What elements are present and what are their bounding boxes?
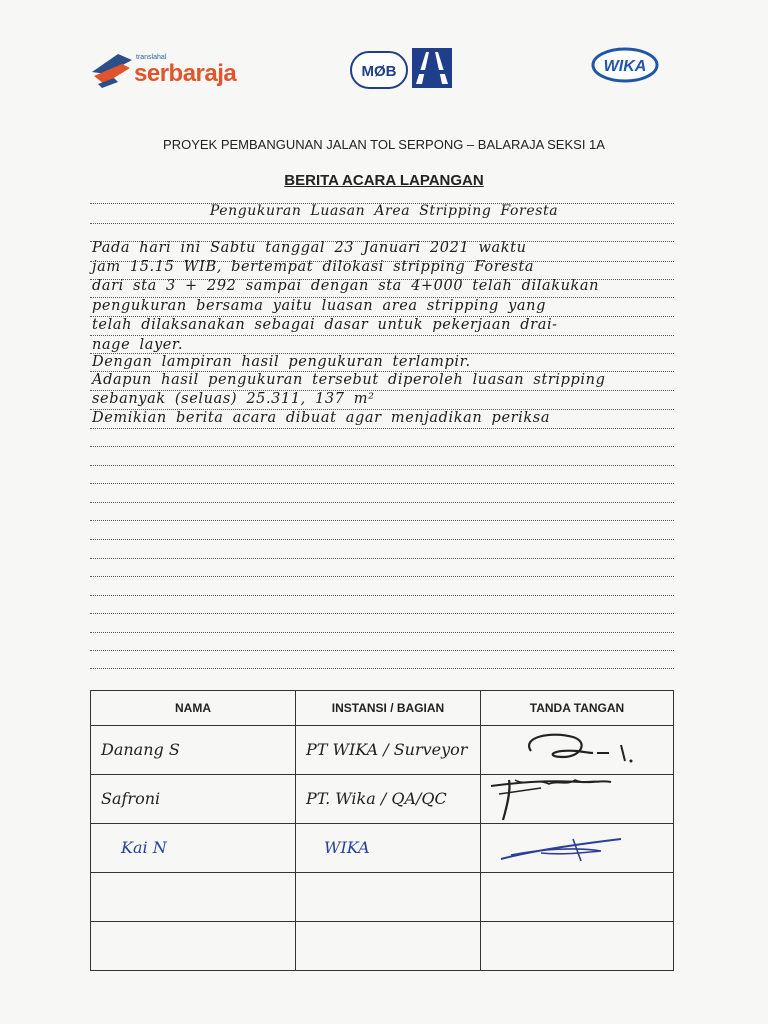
instansi-text: PT WIKA / Surveyor xyxy=(306,740,468,759)
signature-cell xyxy=(481,873,674,922)
subject-line: Pengukuran Luasan Area Stripping Foresta xyxy=(209,203,559,219)
body-line: pengukuran bersama yaitu luasan area stripping yang xyxy=(92,298,546,314)
instansi-text: WIKA xyxy=(324,838,370,857)
instansi-text xyxy=(296,887,306,906)
table-row xyxy=(91,726,674,775)
serbaraja-small-text: translahal xyxy=(136,54,167,61)
document-title: BERITA ACARA LAPANGAN xyxy=(284,172,484,189)
signature-table xyxy=(90,690,674,971)
body-line: nage layer. xyxy=(92,337,184,353)
instansi-cell xyxy=(296,775,481,824)
body-line: jam 15.15 WIB, bertempat dilokasi stripping Foresta xyxy=(92,259,535,275)
name-text: Safroni xyxy=(101,789,161,808)
name-text: Danang S xyxy=(101,740,180,759)
serbaraja-mark-icon xyxy=(92,54,132,88)
table-row xyxy=(91,873,674,922)
name-cell xyxy=(91,873,296,922)
signature-1-icon xyxy=(481,727,671,773)
signature-3-icon xyxy=(481,825,671,871)
instansi-cell xyxy=(296,922,481,971)
instansi-text xyxy=(296,936,306,955)
instansi-cell xyxy=(296,824,481,873)
instansi-text: PT. Wika / QA/QC xyxy=(306,789,447,808)
table-row xyxy=(91,824,674,873)
name-cell xyxy=(91,726,296,775)
signature-cell xyxy=(481,775,674,824)
instansi-cell xyxy=(296,726,481,775)
signature-cell xyxy=(481,824,674,873)
header-nama: NAMA xyxy=(91,691,296,726)
body-line: sebanyak (seluas) 25.311, 137 m² xyxy=(92,391,375,407)
name-cell xyxy=(91,824,296,873)
signature-2-icon xyxy=(481,776,671,822)
serbaraja-name: serbaraja xyxy=(134,60,237,87)
body-line: telah dilaksanakan sebagai dasar untuk pekerjaan drai- xyxy=(92,317,558,333)
name-cell xyxy=(91,775,296,824)
table-header-row xyxy=(91,691,674,726)
header-instansi: INSTANSI / BAGIAN xyxy=(296,691,481,726)
body-line: Demikian berita acara dibuat agar menjadikan periksa xyxy=(92,410,551,426)
mob-logo xyxy=(350,48,454,92)
name-cell xyxy=(91,922,296,971)
name-text: Kai N xyxy=(121,838,167,857)
body-line: dari sta 3 + 292 sampai dengan sta 4+000 telah dilakukan xyxy=(92,278,600,294)
body-line: Adapun hasil pengukuran tersebut diperoleh luasan stripping xyxy=(92,372,606,388)
wika-logo xyxy=(591,47,659,83)
signature-cell xyxy=(481,922,674,971)
body-line: Pada hari ini Sabtu tanggal 23 Januari 2021 waktu xyxy=(92,240,527,256)
signature-cell xyxy=(481,726,674,775)
header-tanda-tangan: TANDA TANGAN xyxy=(481,691,674,726)
table-row xyxy=(91,922,674,971)
name-text xyxy=(91,936,101,955)
mob-logo-text: MØB xyxy=(361,63,397,80)
instansi-cell xyxy=(296,873,481,922)
body-line: Dengan lampiran hasil pengukuran terlampir. xyxy=(92,354,471,370)
project-title: PROYEK PEMBANGUNAN JALAN TOL SERPONG – BALARAJA SEKSI 1A xyxy=(163,137,605,152)
wika-logo-text: WIKA xyxy=(603,58,647,75)
table-row xyxy=(91,775,674,824)
serbaraja-logo xyxy=(92,50,252,96)
name-text xyxy=(91,887,101,906)
